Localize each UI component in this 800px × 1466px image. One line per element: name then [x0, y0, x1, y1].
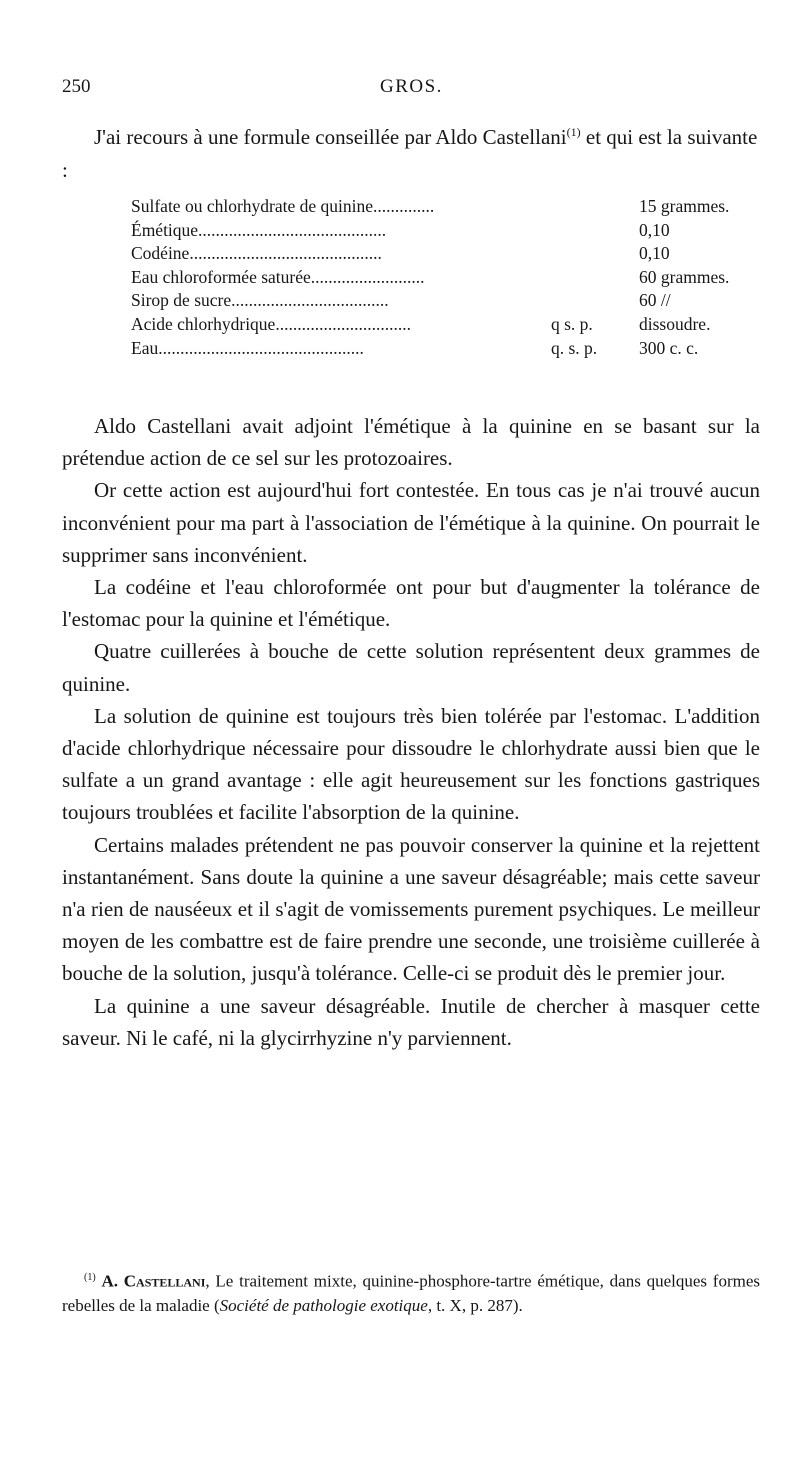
body-paragraph: Certains malades prétendent ne pas pouvoir conserver la quinine et la rejettent instantanément. Sans doute la quinine a une saveur désagréable; mais cette saveur n'a rien de nauséeux et il s'agit de vomissements purement psychiques. Le meilleur moyen de les combattre est de faire prendre une seconde, une troisième cuillerée à bouche de la solution, jusqu'à tolérance. Celle-ci se produit dès le premier jour. [62, 832, 760, 986]
recipe-row [131, 196, 761, 220]
recipe-row [131, 338, 761, 362]
recipe-qs: q. s. p. [551, 337, 598, 358]
recipe-row [131, 314, 761, 338]
body-paragraph: Or cette action est aujourd'hui fort contestée. En tous cas je n'ai trouvé aucun inconvénient pour ma part à l'association de l'émétique à la quinine. On pourrait le supprimer sans inconvénient. [62, 478, 760, 567]
body-text [62, 410, 760, 1054]
recipe-amount: 0,10 [639, 219, 670, 240]
recipe-ingredient: Codéine............................................ [131, 243, 382, 264]
recipe-qs: q s. p. [551, 313, 593, 334]
footnote [62, 1266, 760, 1318]
recipe-ingredient: Sulfate ou chlorhydrate de quinine.............. [131, 196, 435, 216]
recipe-row [131, 220, 761, 244]
body-paragraph: La codéine et l'eau chloroformée ont pour but d'augmenter la tolérance de l'estomac pour la quinine et l'émétique. [62, 575, 760, 632]
footnote-journal: Société de pathologie exotique [219, 1295, 428, 1315]
recipe-ingredient: Eau chloroformée saturée.......................... [131, 266, 425, 287]
footnote-marker: (1) [84, 1272, 96, 1283]
intro-text: J'ai recours à une formule conseillée par Aldo Castellani [94, 125, 567, 149]
recipe-ingredient: Acide chlorhydrique............................... [131, 313, 411, 334]
recipe-ingredient: Sirop de sucre.................................... [131, 290, 389, 311]
body-paragraph: La solution de quinine est toujours très bien tolérée par l'estomac. L'addition d'acide chlorhydrique nécessaire pour dissoudre le chlorhydrate aussi bien que le sulfate a un grand avantage : elle agit heureusement sur les fonctions gastriques toujours troublées et facilite l'absorption de la quinine. [62, 703, 760, 825]
recipe-amount: 300 c. c. [639, 337, 699, 358]
body-paragraph: La quinine a une saveur désagréable. Inutile de chercher à masquer cette saveur. Ni le café, ni la glycirrhyzine n'y parviennent. [62, 993, 760, 1050]
recipe-amount: dissoudre. [639, 313, 711, 334]
footnote-text: , Le traitement mixte, quinine-phosphore-tartre émétique, dans quelques formes rebelles de la maladie ( [62, 1271, 760, 1315]
recipe-amount: 15 grammes. [639, 196, 730, 216]
recipe-row [131, 290, 761, 314]
body-paragraph: Aldo Castellani avait adjoint l'émétique à la quinine en se basant sur la prétendue action de ce sel sur les protozoaires. [62, 414, 760, 471]
intro-text-after: et qui est la suivante : [62, 125, 758, 182]
running-title: GROS. [380, 76, 443, 97]
recipe-ingredient: Émétique........................................... [131, 219, 387, 240]
recipe-table [131, 196, 761, 361]
footnote-reference: (1) [566, 125, 581, 139]
recipe-amount: 0,10 [639, 243, 670, 264]
recipe-amount: 60 // [639, 290, 671, 311]
recipe-row [131, 267, 761, 291]
recipe-ingredient: Eau............................................... [131, 337, 364, 358]
footnote-text-after: , t. X, p. 287). [427, 1295, 523, 1315]
footnote-author: A. Castellani [101, 1271, 206, 1291]
recipe-amount: 60 grammes. [639, 266, 730, 287]
recipe-row [131, 243, 761, 267]
page-number: 250 [62, 76, 91, 97]
running-head [62, 76, 762, 102]
body-paragraph: Quatre cuillerées à bouche de cette solution représentent deux grammes de quinine. [62, 639, 760, 696]
intro-paragraph [62, 116, 760, 187]
